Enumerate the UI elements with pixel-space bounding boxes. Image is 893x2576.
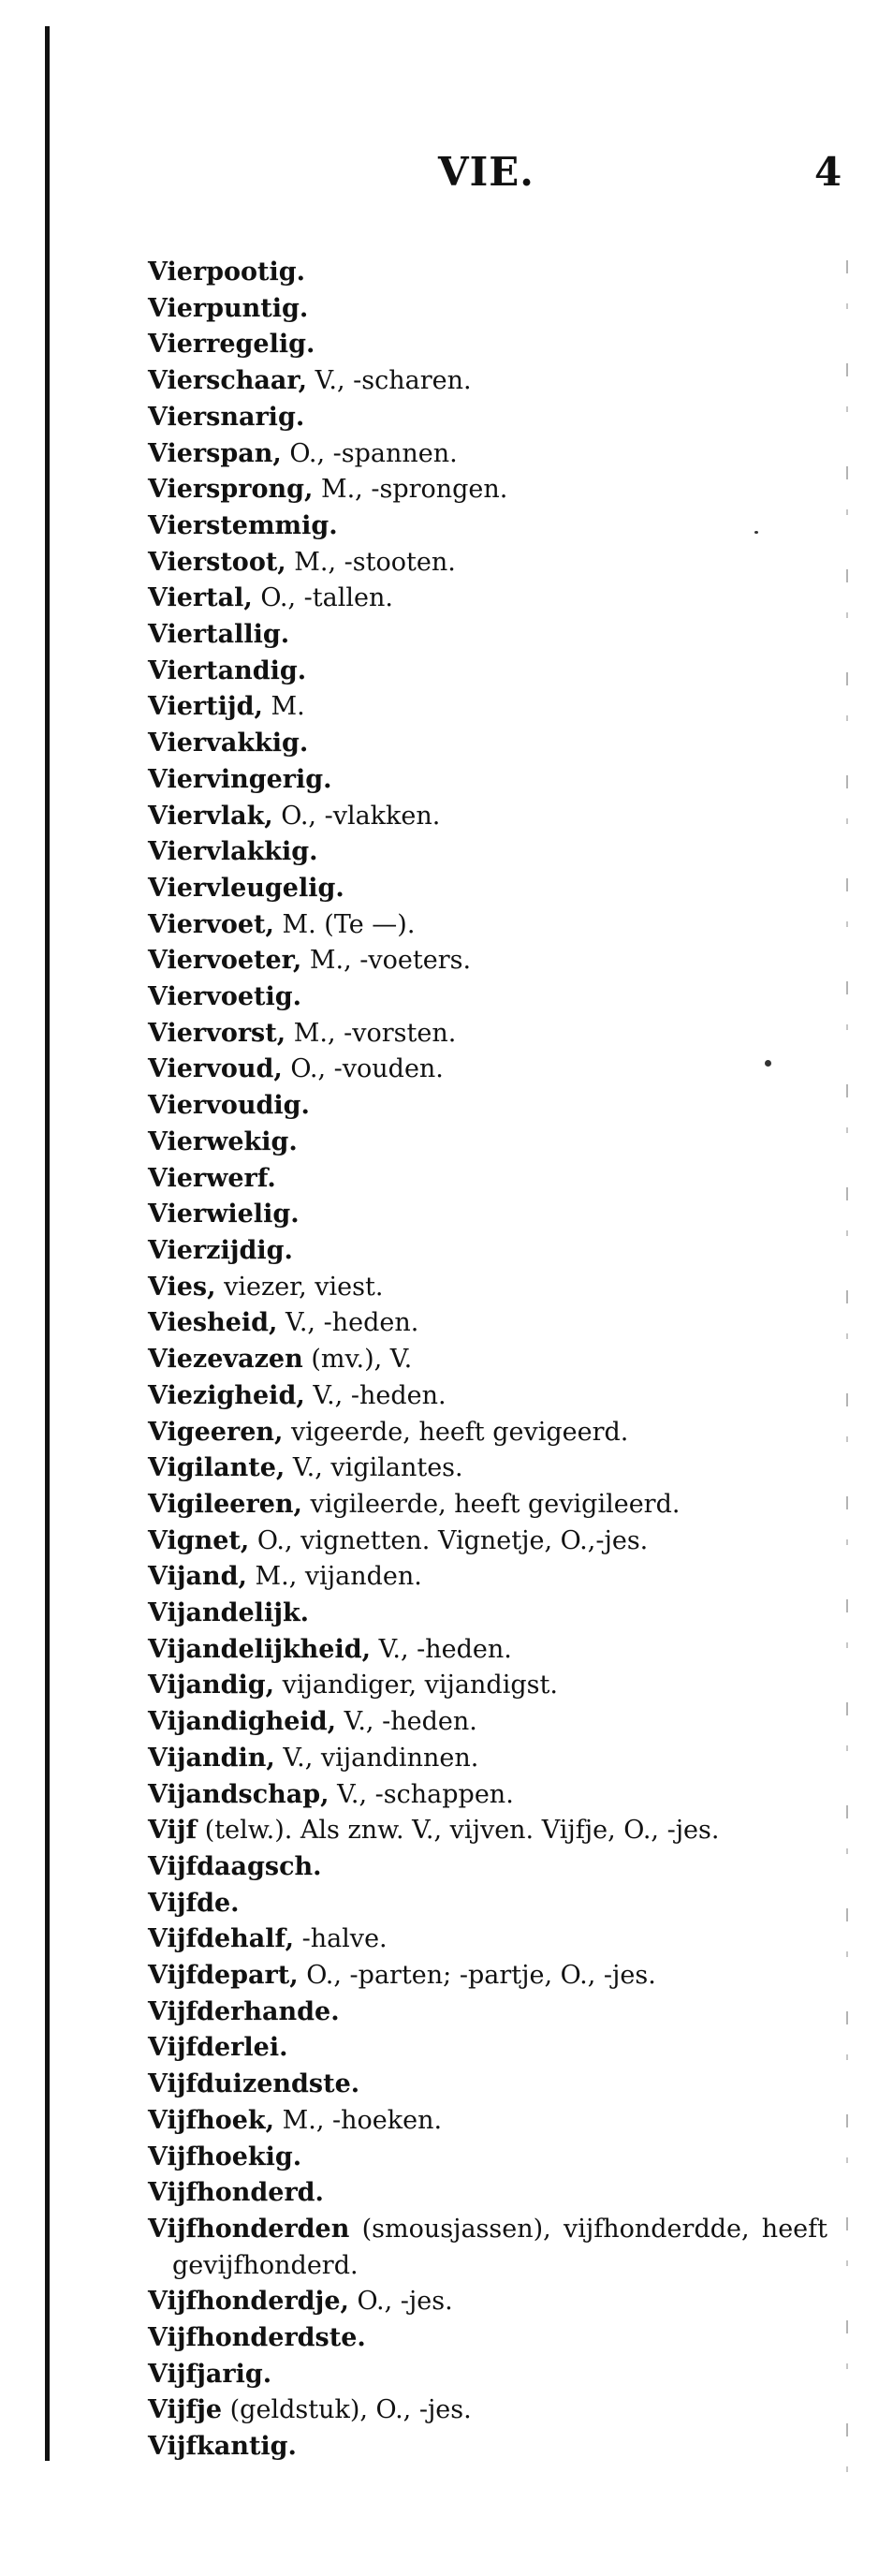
dictionary-entry [148, 943, 827, 979]
entry-headword: Viervakkig. [148, 729, 309, 758]
entry-headword: Vijfduizendste. [148, 2069, 360, 2099]
entry-headword: Vijfhonderdste. [148, 2323, 366, 2353]
dictionary-entry [148, 1342, 827, 1378]
entry-headword: Viervoeter, [148, 946, 302, 976]
dictionary-entry [148, 1088, 827, 1125]
entry-headword: Vignet, [148, 1525, 250, 1555]
dictionary-entry [148, 400, 827, 436]
entry-definition: V., -heden. [304, 1380, 446, 1410]
entry-definition: V., -heden. [277, 1308, 419, 1338]
dictionary-entry [148, 1813, 827, 1849]
entry-headword: Vijandigheid, [148, 1707, 336, 1737]
dictionary-entry [148, 1305, 827, 1342]
entry-definition: -halve. [293, 1924, 388, 1954]
entry-headword: Vijfde. [148, 1888, 240, 1918]
dictionary-entry [148, 2140, 827, 2176]
entry-headword: Vigeeren, [148, 1417, 284, 1447]
entry-headword: Viervoud, [148, 1054, 283, 1084]
dictionary-entry [148, 327, 827, 363]
dictionary-entry [148, 2429, 827, 2466]
entry-headword: Vijfjarig. [148, 2359, 272, 2389]
dictionary-entry [148, 1596, 827, 1632]
entry-definition: M., -stooten. [285, 547, 456, 577]
entry-headword: Vijfderhande. [148, 1996, 340, 2026]
dictionary-entry [148, 255, 827, 291]
entry-headword: Vijfkantig. [148, 2432, 297, 2462]
entry-definition: viezer, viest. [215, 1272, 384, 1302]
entry-headword: Vijfhonderd. [148, 2178, 324, 2208]
entry-headword: Viertallig. [148, 620, 290, 650]
dictionary-entry [148, 1161, 827, 1198]
entry-headword: Viertandig. [148, 655, 307, 685]
entry-definition: M. (Te —). [273, 909, 416, 939]
dictionary-entry [148, 871, 827, 907]
entry-definition: vijandiger, vijandigst. [274, 1671, 558, 1700]
dictionary-entry [148, 1487, 827, 1524]
entry-definition: (mv.), V. [302, 1345, 413, 1375]
entry-headword: Vierschaar, [148, 366, 308, 396]
entry-headword: Vierwekig. [148, 1126, 298, 1156]
entry-headword: Vijf [148, 1816, 198, 1846]
binding-edge-line [45, 26, 50, 2461]
entry-headword: Vierpuntig. [148, 293, 309, 323]
dictionary-entry [148, 2320, 827, 2357]
entry-headword: Vijandelijk. [148, 1598, 310, 1628]
entry-definition: (geldstuk), O., -jes. [222, 2395, 472, 2425]
dictionary-entry [148, 436, 827, 473]
dictionary-entry [148, 689, 827, 726]
entry-definition: M., vijanden. [246, 1562, 422, 1592]
entry-definition: V., -schappen. [329, 1779, 514, 1809]
dictionary-entry [148, 1415, 827, 1451]
dictionary-entry [148, 1378, 827, 1415]
dictionary-entry [148, 1125, 827, 1161]
entry-headword: Vijfdehalf, [148, 1924, 294, 1954]
dictionary-entry [148, 799, 827, 835]
entry-headword: Vierwielig. [148, 1200, 300, 1229]
dictionary-entry [148, 545, 827, 581]
dictionary-entry [148, 1016, 827, 1052]
entry-definition: M., -sprongen. [313, 475, 508, 505]
entry-headword: Vierwerf. [148, 1163, 276, 1193]
dictionary-entry [148, 1559, 827, 1596]
entry-headword: Viervoet, [148, 909, 274, 939]
entry-headword: Vijandig, [148, 1671, 275, 1700]
entry-headword: Viervingerig. [148, 764, 332, 794]
dictionary-entry [148, 1270, 827, 1306]
entry-headword: Viezevazen [148, 1345, 303, 1375]
dictionary-entry [148, 508, 827, 545]
print-speck [765, 1060, 771, 1067]
entry-headword: Vijand, [148, 1562, 247, 1592]
entry-definition: O., vignetten. Vignetje, O.,-jes. [249, 1525, 649, 1555]
entry-headword: Vijandschap, [148, 1779, 329, 1809]
dictionary-entry [148, 1886, 827, 1922]
entry-headword: Viesheid, [148, 1308, 278, 1338]
entry-headword: Viervorst, [148, 1018, 286, 1048]
dictionary-entry [148, 2175, 827, 2212]
entry-headword: Viervleugelig. [148, 873, 344, 903]
entry-definition: O., -vouden. [282, 1054, 444, 1084]
entry-headword: Vierspan, [148, 438, 282, 468]
dictionary-entry [148, 1052, 827, 1088]
entry-definition: V., -heden. [371, 1634, 512, 1664]
entry-headword: Vierregelig. [148, 330, 315, 360]
entry-definition: vigileerde, heeft gevigileerd. [301, 1489, 681, 1519]
dictionary-entry [148, 834, 827, 871]
entry-definition: V., -scharen. [307, 366, 472, 396]
dictionary-entry [148, 1995, 827, 2031]
dictionary-entry [148, 617, 827, 654]
entry-definition: O., -jes. [348, 2287, 453, 2317]
dictionary-entry [148, 291, 827, 328]
entry-headword: Viersnarig. [148, 402, 305, 432]
entry-headword: Vijfhoekig. [148, 2142, 302, 2171]
entry-definition: M., -voeters. [301, 946, 472, 976]
entry-headword: Vijfdepart, [148, 1961, 299, 1991]
dictionary-entry [148, 1450, 827, 1487]
dictionary-entry [148, 2212, 827, 2284]
dictionary-entry [148, 1849, 827, 1886]
dictionary-entry [148, 907, 827, 944]
entry-headword: Viervlakkig. [148, 837, 318, 867]
entry-headword: Viervoudig. [148, 1091, 310, 1121]
dictionary-entry [148, 2067, 827, 2103]
entry-headword: Vigilante, [148, 1453, 285, 1483]
dictionary-entry [148, 654, 827, 690]
entry-headword: Vijandin, [148, 1743, 275, 1773]
dictionary-entry [148, 726, 827, 762]
entry-headword: Vijfderlei. [148, 2033, 288, 2063]
page-head-word: VIE. [438, 149, 534, 195]
dictionary-entry [148, 1741, 827, 1777]
entry-headword: Viertijd, [148, 692, 263, 722]
dictionary-entry [148, 2357, 827, 2393]
dictionary-entry [148, 979, 827, 1016]
dictionary-entry [148, 1632, 827, 1669]
entry-headword: Vijfje [148, 2395, 223, 2425]
entry-headword: Vies, [148, 1272, 216, 1302]
entry-headword: Viezigheid, [148, 1380, 305, 1410]
running-head [0, 146, 893, 199]
dictionary-entry-list [148, 255, 827, 2466]
print-speck [754, 531, 758, 534]
dictionary-entry [148, 1197, 827, 1233]
entry-definition: M., -hoeken. [274, 2105, 443, 2135]
entry-headword: Vierzijdig. [148, 1235, 293, 1265]
dictionary-entry [148, 1704, 827, 1741]
entry-headword: Viervlak, [148, 801, 273, 831]
entry-headword: Vigileeren, [148, 1489, 302, 1519]
dictionary-entry [148, 363, 827, 400]
entry-headword: Vijandelijkheid, [148, 1634, 372, 1664]
dictionary-entry [148, 2284, 827, 2320]
dictionary-entry [148, 581, 827, 617]
entry-headword: Vierpootig. [148, 258, 306, 287]
dictionary-entry [148, 1921, 827, 1958]
entry-definition: O., -vlakken. [272, 801, 441, 831]
dictionary-entry [148, 1524, 827, 1560]
dictionary-entry [148, 2103, 827, 2140]
dictionary-entry [148, 1668, 827, 1704]
page-number: 4 [814, 149, 842, 195]
entry-headword: Viervoetig. [148, 982, 302, 1012]
entry-definition: (smousjassen), vijfhonderdde, heeft gevijfhonderd. [172, 2214, 827, 2280]
dictionary-entry [148, 2392, 827, 2429]
entry-headword: Viersprong, [148, 475, 314, 505]
dictionary-entry [148, 1233, 827, 1270]
entry-definition: O., -spannen. [281, 438, 458, 468]
entry-definition: (telw.). Als znw. V., vijven. Vijfje, O., -jes. [197, 1816, 720, 1846]
entry-definition: vigeerde, heeft gevigeerd. [283, 1417, 629, 1447]
entry-headword: Vijfhonderdje, [148, 2287, 349, 2317]
entry-definition: O., -tallen. [252, 583, 393, 613]
dictionary-entry [148, 762, 827, 799]
margin-rule [846, 260, 848, 2489]
entry-definition: V., -heden. [335, 1707, 477, 1737]
entry-headword: Vierstemmig. [148, 510, 338, 540]
dictionary-entry [148, 1777, 827, 1814]
entry-definition: V., vigilantes. [285, 1453, 463, 1483]
entry-headword: Vijfdaagsch. [148, 1851, 322, 1881]
dictionary-entry [148, 2030, 827, 2067]
entry-definition: V., vijandinnen. [274, 1743, 479, 1773]
entry-headword: Vierstoot, [148, 547, 286, 577]
dictionary-entry [148, 472, 827, 508]
entry-headword: Vijfhoek, [148, 2105, 275, 2135]
entry-definition: M., -vorsten. [285, 1018, 457, 1048]
dictionary-entry [148, 1958, 827, 1995]
entry-definition: O., -parten; -partje, O., -jes. [298, 1961, 656, 1991]
entry-definition: M. [262, 692, 305, 722]
entry-headword: Viertal, [148, 583, 253, 613]
entry-headword: Vijfhonderden [148, 2214, 350, 2244]
